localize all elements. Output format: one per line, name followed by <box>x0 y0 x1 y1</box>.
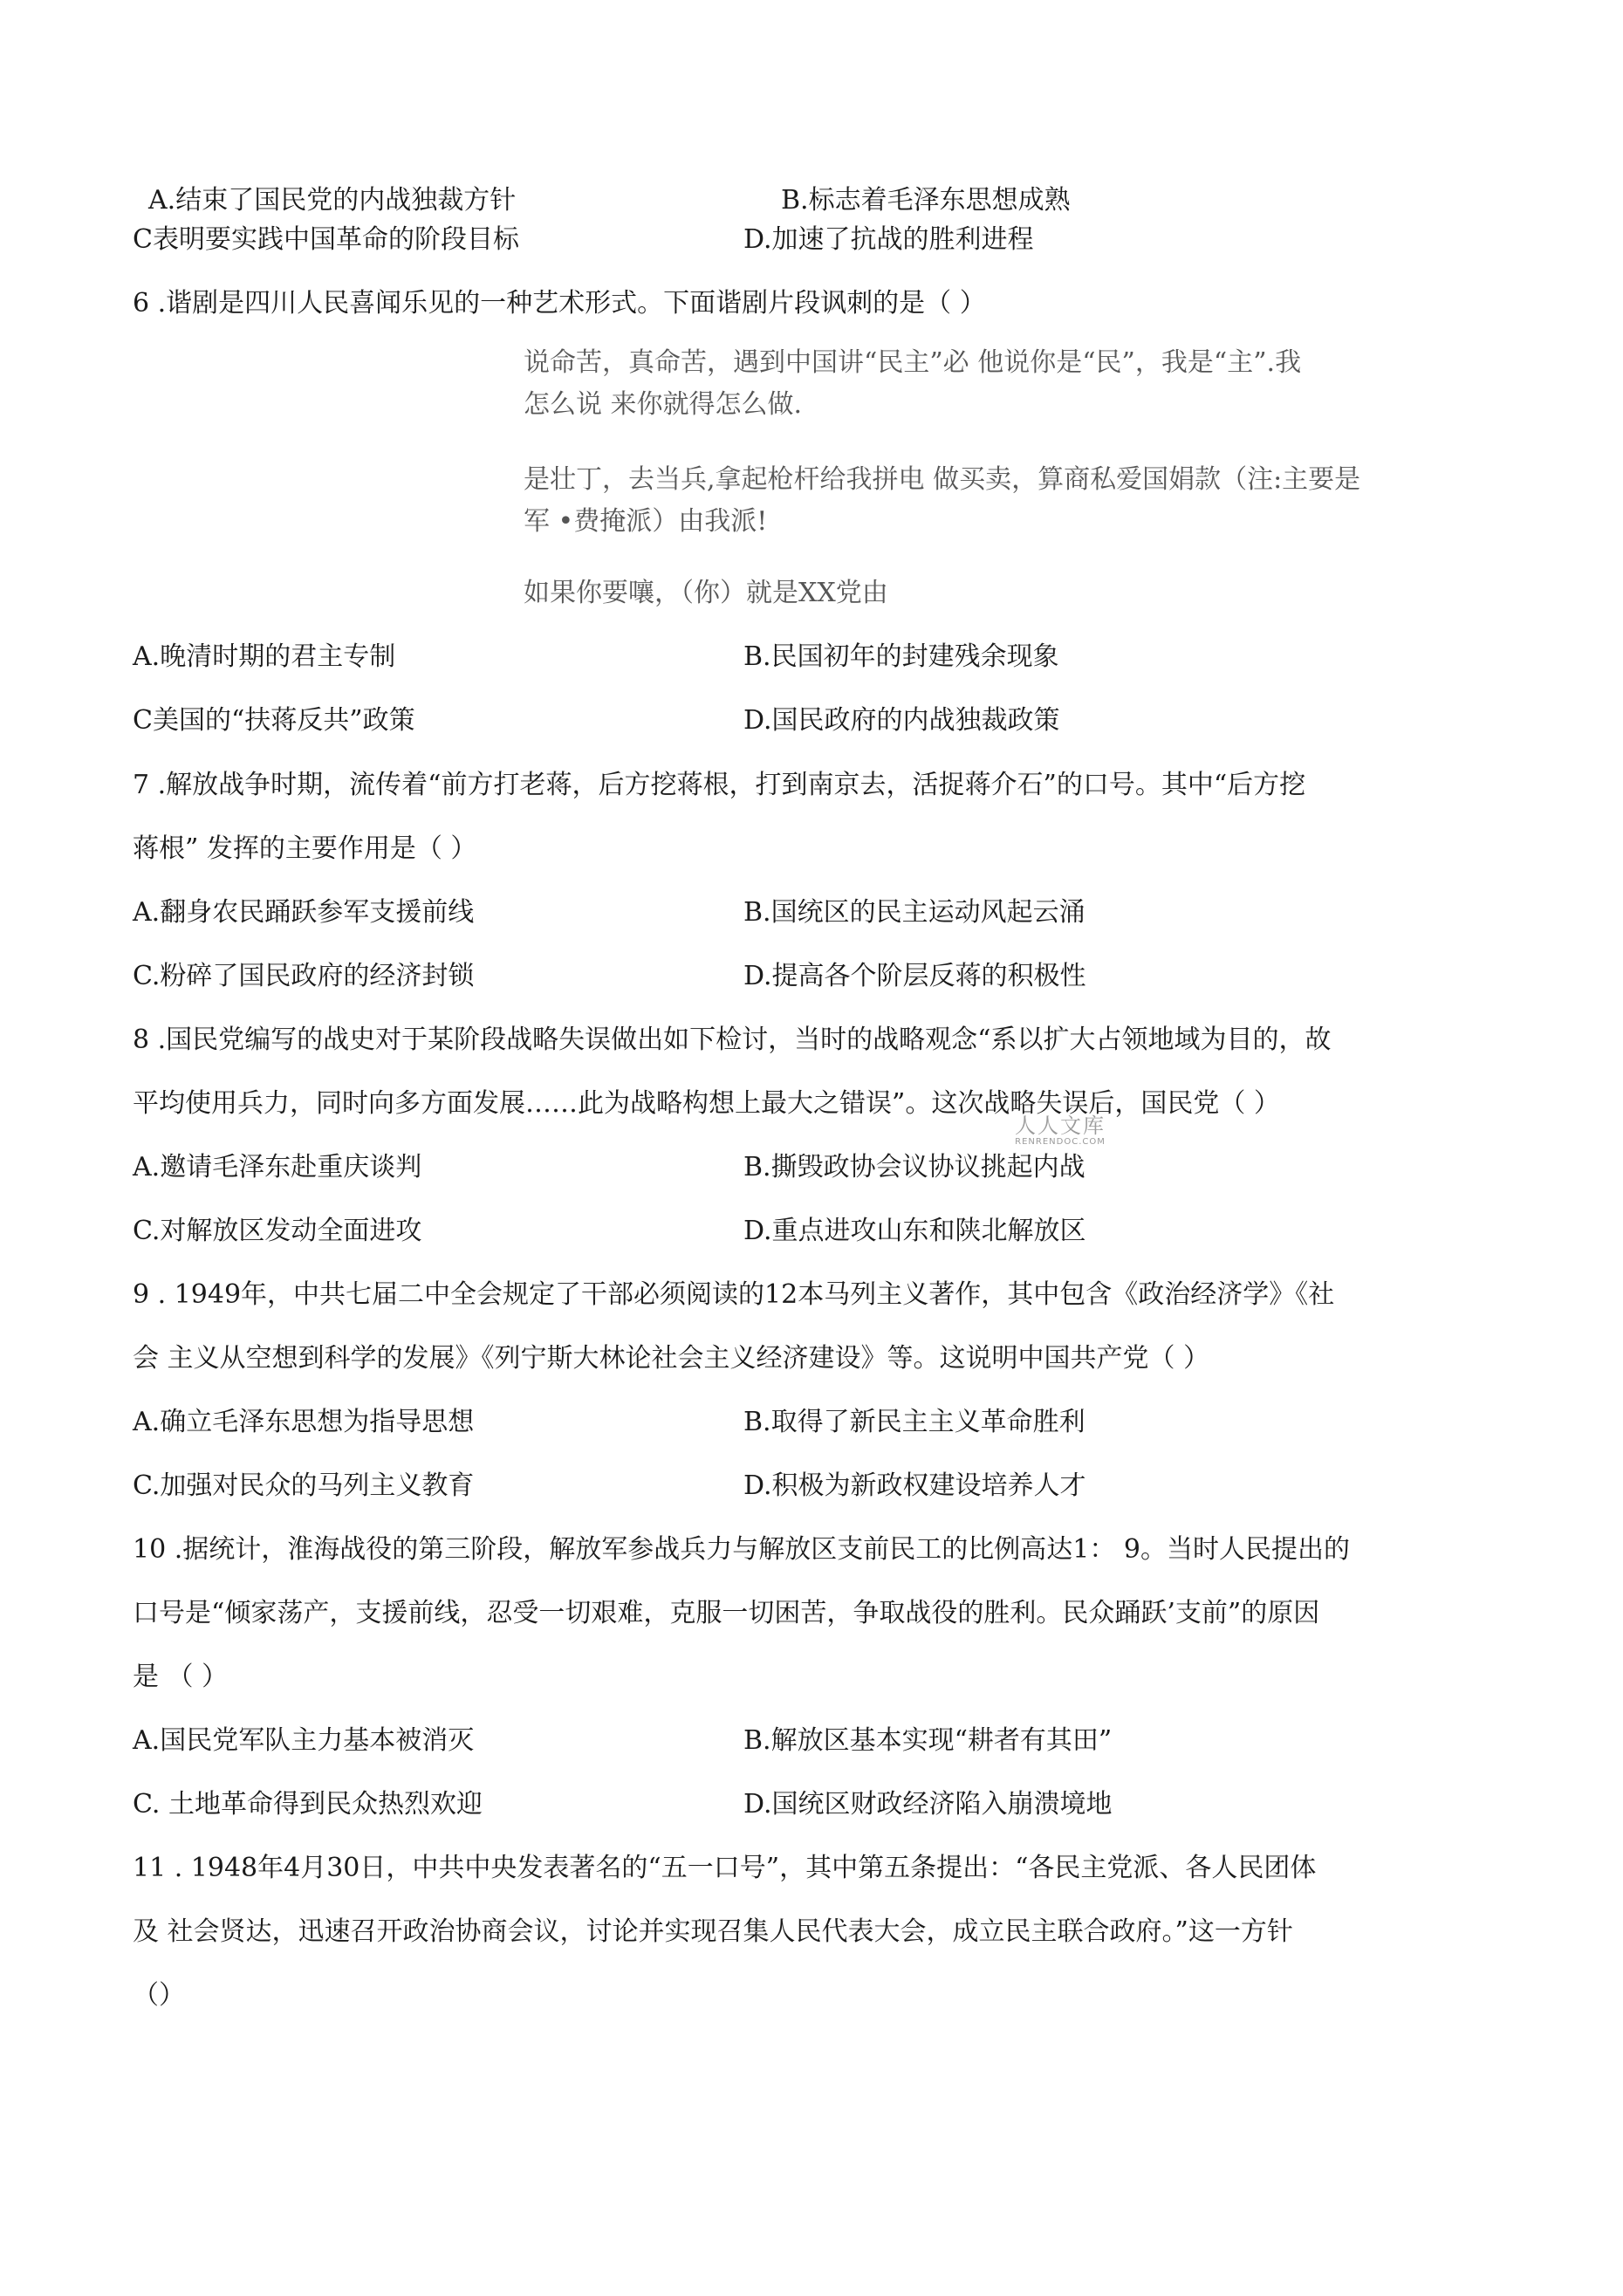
q10-stem-line: 10 .据统计，淮海战役的第三阶段，解放军参战兵力与解放区支前民工的比例高达1： 9。当时人民提出的 <box>133 1534 1350 1565</box>
q8-option-d: D.重点进攻山东和陕北解放区 <box>743 1216 1086 1246</box>
q6-quote-line: 怎么说 来你就得怎么做. <box>524 389 803 420</box>
q10-option-d: D.国统区财政经济陷入崩溃境地 <box>743 1789 1113 1820</box>
q6-quote-line: 是壮丁，去当兵,拿起枪杆给我拼电 做买卖，算商私爱国娟款（注:主要是 <box>524 464 1361 495</box>
q11-stem-line: （） <box>133 1980 185 2011</box>
q7-stem-line: 7 .解放战争时期，流传着“前方打老蒋，后方挖蒋根，打到南京去，活捉蒋介石”的口号。其中“后方挖 <box>133 770 1306 800</box>
q6-quote-line: 如果你要嚷，（你）就是XX党由 <box>524 578 888 608</box>
q9-option-b: B.取得了新民主主义革命胜利 <box>743 1407 1085 1437</box>
watermark-url: RENRENDOC.COM <box>1015 1137 1106 1147</box>
q10-option-b: B.解放区基本实现“耕者有其田” <box>743 1725 1113 1756</box>
q9-option-c: C.加强对民众的马列主义教育 <box>133 1470 475 1501</box>
q5-option-d: D.加速了抗战的胜利进程 <box>743 224 1034 255</box>
q6-option-c: C美国的“扶蒋反共”政策 <box>133 705 415 736</box>
q8-option-a: A.邀请毛泽东赴重庆谈判 <box>133 1152 422 1182</box>
q6-quote-line: 军 •费掩派）由我派! <box>524 506 768 537</box>
q11-stem-line: 及 社会贤达，迅速召开政治协商会议，讨论并实现召集人民代表大会，成立民主联合政府。”这一方针 <box>133 1916 1293 1947</box>
q7-stem-line: 蒋根” 发挥的主要作用是（ ） <box>133 833 477 864</box>
q6-option-d: D.国民政府的内战独裁政策 <box>743 705 1060 736</box>
q9-stem-line: 9 . 1949年，中共七届二中全会规定了干部必须阅读的12本马列主义著作，其中包含《政治经济学》《社 <box>133 1279 1335 1310</box>
q8-option-c: C.对解放区发动全面进攻 <box>133 1216 422 1246</box>
q9-stem-line: 会 主义从空想到科学的发展》《列宁斯大林论社会主义经济建设》等。这说明中国共产党（ ） <box>133 1343 1210 1374</box>
q6-option-a: A.晚清时期的君主专制 <box>133 641 396 672</box>
q9-option-a: A.确立毛泽东思想为指导思想 <box>133 1407 475 1437</box>
q5-option-b: B.标志着毛泽东思想成熟 <box>781 185 1071 216</box>
q8-stem-line: 8 .国民党编写的战史对于某阶段战略失误做出如下检讨，当时的战略观念“系以扩大占领地域为目的，故 <box>133 1025 1332 1055</box>
q10-stem-line: 是 （ ） <box>133 1662 229 1692</box>
q8-stem-line: 平均使用兵力，同时向多方面发展……此为战略构想上最大之错误”。这次战略失误后，国民党（ ） <box>133 1088 1280 1119</box>
q6-quote-line: 说命苦，真命苦，遇到中国讲“民主”必 他说你是“民”，我是“主”.我 <box>524 347 1302 378</box>
q9-option-d: D.积极为新政权建设培养人才 <box>743 1470 1086 1501</box>
q10-option-c: C. 土地革命得到民众热烈欢迎 <box>133 1789 483 1820</box>
q6-stem: 6 .谐剧是四川人民喜闻乐见的一种艺术形式。下面谐剧片段讽刺的是（ ） <box>133 288 986 319</box>
q5-option-c: C表明要实践中国革命的阶段目标 <box>133 224 519 255</box>
q7-option-d: D.提高各个阶层反蒋的积极性 <box>743 961 1086 991</box>
q10-stem-line: 口号是“倾家荡产，支援前线，忍受一切艰难，克服一切困苦，争取战役的胜利。民众踊跃’支前”的原因 <box>133 1598 1320 1628</box>
q6-option-b: B.民国初年的封建残余现象 <box>743 641 1059 672</box>
q10-option-a: A.国民党军队主力基本被消灭 <box>133 1725 475 1756</box>
q7-option-b: B.国统区的民主运动风起云涌 <box>743 897 1085 928</box>
watermark-logo-text: 人人文库 <box>1015 1114 1106 1138</box>
q7-option-a: A.翻身农民踊跃参军支援前线 <box>133 897 475 928</box>
watermark <box>1008 1114 1113 1148</box>
q11-stem-line: 11 . 1948年4月30日，中共中央发表著名的“五一口号”，其中第五条提出：“各民主党派、各人民团体 <box>133 1853 1317 1883</box>
q8-option-b: B.撕毁政协会议协议挑起内战 <box>743 1152 1085 1182</box>
q7-option-c: C.粉碎了国民政府的经济封锁 <box>133 961 475 991</box>
q5-option-a: A.结束了国民党的内战独裁方针 <box>148 185 517 216</box>
